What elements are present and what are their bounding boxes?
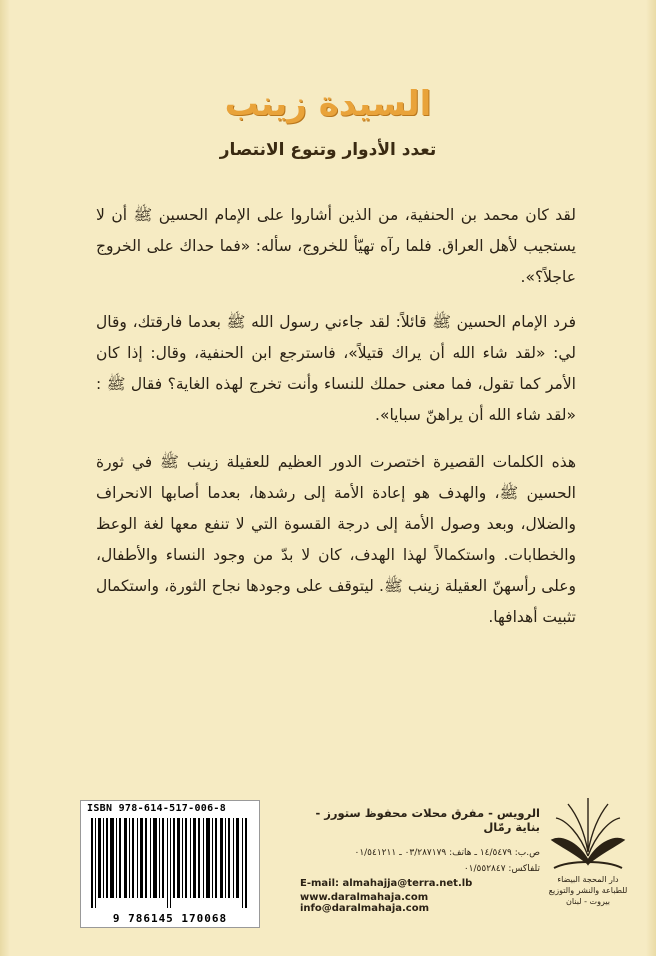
publisher-fax: تلفاكس: ٠١/٥٥٢٨٤٧	[463, 864, 540, 874]
isbn-label: ISBN 978-614-517-006-8	[87, 803, 227, 814]
publisher-address: الرويس - مفرق محلات محفوظ ستورز - بناية رمّال	[315, 806, 540, 834]
publisher-logo-tagline: للطباعة والنشر والتوزيع بيروت - لبنان	[548, 886, 628, 906]
book-subtitle: تعدد الأدوار وتنوع الانتصار	[219, 140, 437, 160]
publisher-info	[300, 806, 540, 914]
publisher-website: www.daralmahaja.com info@daralmahaja.com	[300, 892, 430, 914]
isbn-barcode-box	[80, 800, 260, 928]
publisher-phone: ص.ب: ١٤/٥٤٧٩ ـ هاتف: ٠٣/٢٨٧١٧٩ ـ ٠١/٥٤١٢١١	[354, 848, 540, 858]
publisher-logo-icon	[546, 790, 630, 880]
barcode-icon	[89, 818, 251, 908]
blurb-text	[96, 200, 576, 647]
blurb-paragraph-3: هذه الكلمات القصيرة اختصرت الدور العظيم للعقيلة زينب ﷺ في ثورة الحسين ﷺ، والهدف هو إعادة الأمة إلى رشدها، بعدما أصابها الانحراف والضلال، وبعد وصول الأمة إلى درجة القسوة التي لا تنفع معها لغة الوعظ والخطابات. واستكمالاً لهذا الهدف، كان لا بدّ من وجود النساء والأطفال، وعلى رأسهنّ العقيلة زينب ﷺ. ليتوقف على وجودها نجاح الثورة، واستكمال تثبيت أهدافها.	[96, 453, 576, 626]
publisher-email: E-mail: almahajja@terra.net.lb	[300, 878, 473, 889]
book-title: السيدة زينب	[224, 84, 432, 124]
isbn-digits: 9 786145 170068	[112, 912, 228, 925]
blurb-paragraph-2: فرد الإمام الحسين ﷺ قائلاً: لقد جاءني رسول الله ﷺ بعدما فارقتك، وقال لي: «لقد شاء الله أن يراك قتيلاً»، فاسترجع ابن الحنفية، وقال: إذا كان الأمر كما تقول، فما معنى حملك للنساء وأنت تخرج لهذه الغاية؟ فقال ﷺ : «لقد شاء الله أن يراهنّ سبايا».	[96, 313, 576, 424]
publisher-logo-name: دار المحجة البيضاء	[557, 875, 619, 884]
blurb-paragraph-1: لقد كان محمد بن الحنفية، من الذين أشاروا على الإمام الحسين ﷺ أن لا يستجيب لأهل العراق. فلما رآه تهيّأ للخروج، سأله: «فما حداك على الخروج عاجلاً؟».	[96, 206, 576, 286]
publisher-logo-text	[540, 874, 636, 907]
